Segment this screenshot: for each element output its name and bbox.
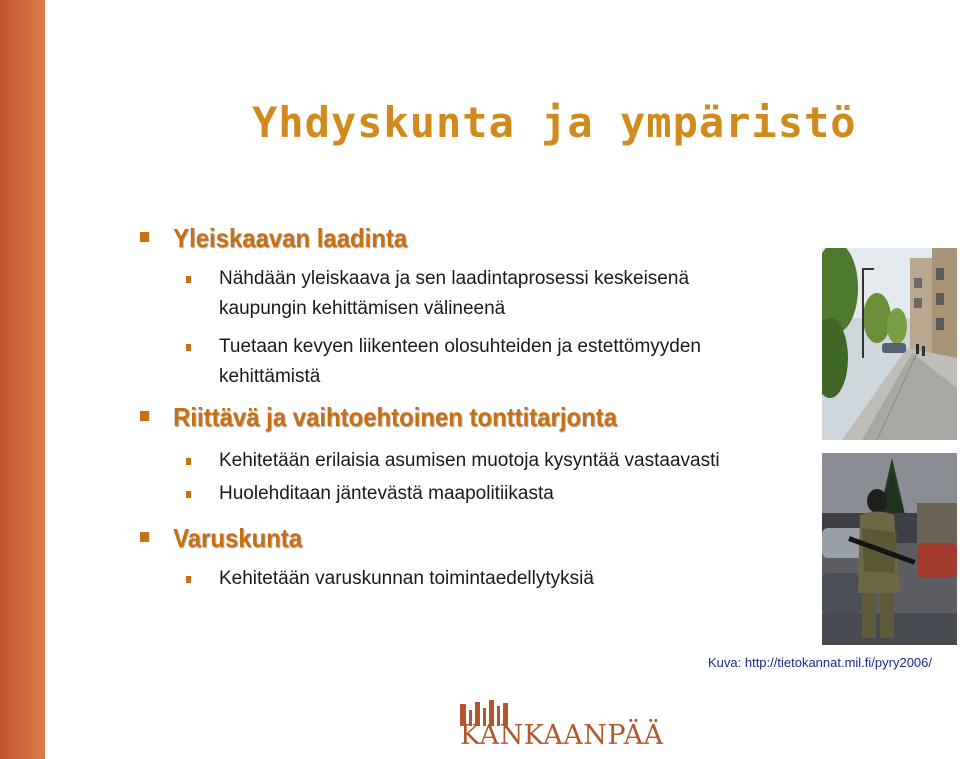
list-item bbox=[186, 564, 766, 594]
slide-title: Yhdyskunta ja ympäristö bbox=[252, 98, 857, 147]
square-bullet-icon bbox=[140, 411, 149, 421]
list-item-text: Kehitetään erilaisia asumisen muotoja kysyntää vastaavasti bbox=[219, 450, 720, 471]
soldier-photo bbox=[822, 453, 957, 645]
section-heading-tonttitarjonta bbox=[140, 402, 617, 433]
logo-text: KANKAANPÄÄ bbox=[460, 720, 664, 751]
list-item-text: Kehitetään varuskunnan toimintaedellytyksiä bbox=[219, 568, 594, 589]
kankaanpaa-logo bbox=[455, 700, 664, 752]
list-item-text: Huolehditaan jäntevästä maapolitiikasta bbox=[219, 483, 554, 504]
list-item bbox=[186, 446, 766, 476]
square-bullet-icon bbox=[140, 232, 149, 242]
list-item-text: Tuetaan kevyen liikenteen olosuhteiden ja estettömyyden kehittämistä bbox=[219, 336, 701, 387]
bullet-icon bbox=[186, 491, 191, 498]
section-heading-text: Riittävä ja vaihtoehtoinen tonttitarjonta bbox=[173, 402, 618, 432]
bullet-icon bbox=[186, 344, 191, 351]
bullet-icon bbox=[186, 458, 191, 465]
left-accent-bar bbox=[0, 0, 45, 759]
street-photo bbox=[822, 248, 957, 440]
list-item bbox=[186, 479, 766, 509]
list-item-text: Nähdään yleiskaava ja sen laadintaprosessi keskeisenä kaupungin kehittämisen välineenä bbox=[219, 268, 690, 319]
bullet-icon bbox=[186, 276, 191, 283]
section-heading-yleiskaava bbox=[140, 223, 407, 254]
list-item bbox=[186, 332, 766, 392]
list-item bbox=[186, 264, 766, 324]
section-heading-text: Varuskunta bbox=[173, 523, 303, 553]
photo-credit: Kuva: http://tietokannat.mil.fi/pyry2006/ bbox=[708, 655, 933, 670]
section-heading-text: Yleiskaavan laadinta bbox=[173, 223, 408, 253]
section-heading-varuskunta bbox=[140, 523, 302, 554]
bullet-icon bbox=[186, 576, 191, 583]
square-bullet-icon bbox=[140, 532, 149, 542]
